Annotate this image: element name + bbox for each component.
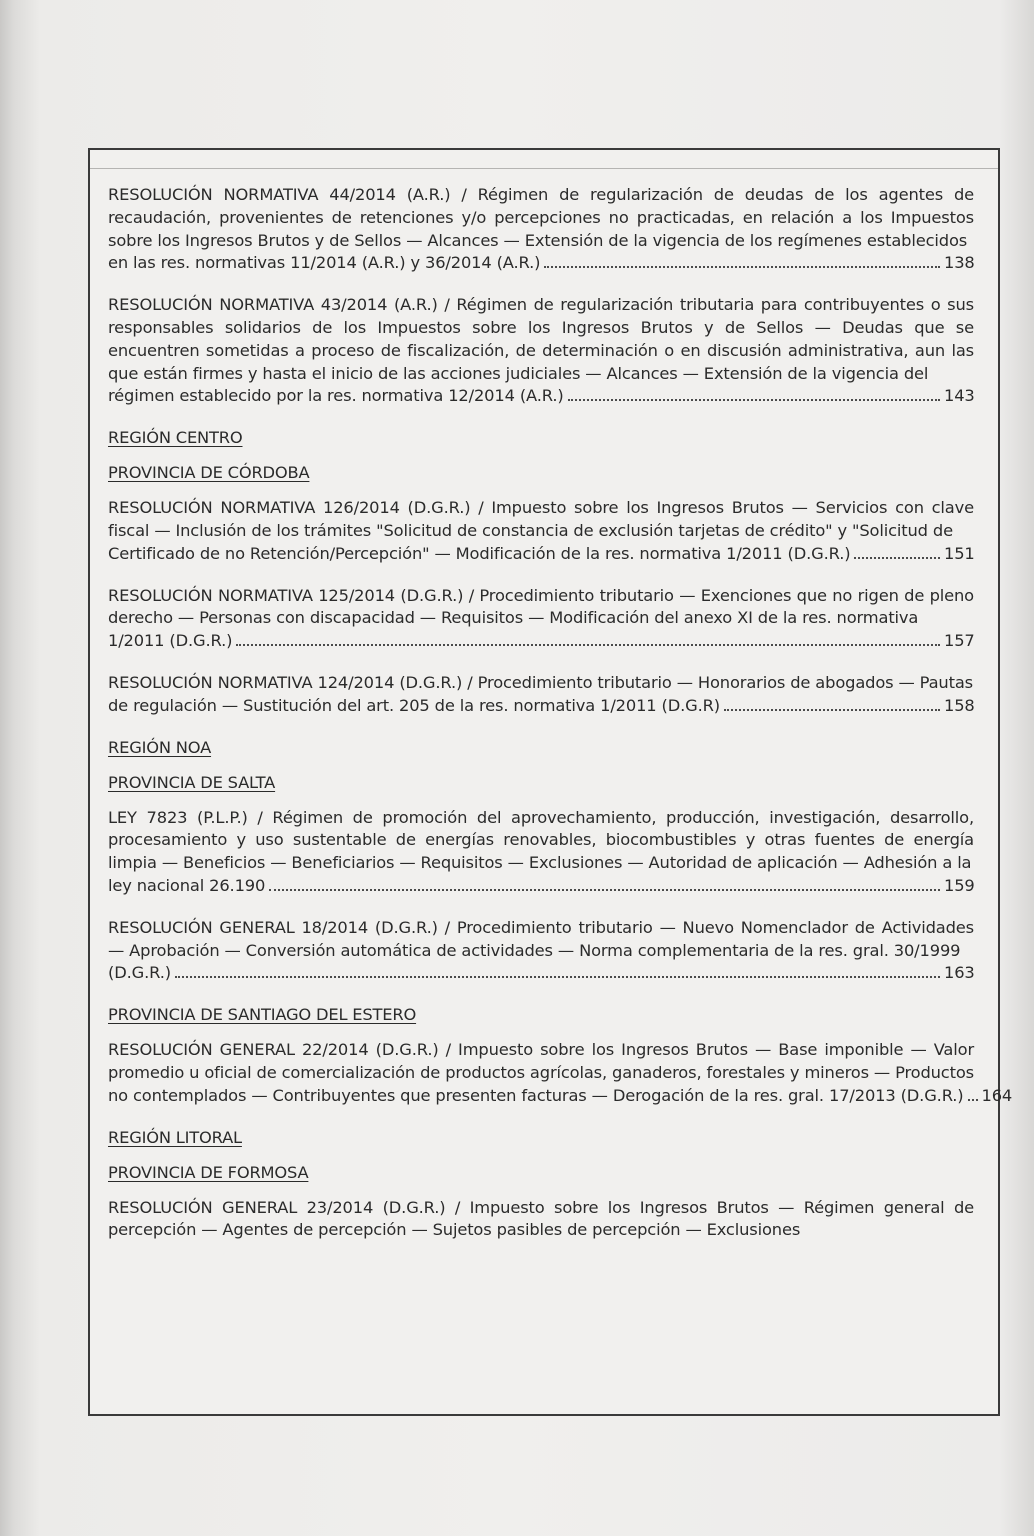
toc-entry-last-line — [108, 252, 974, 275]
page-number: 164 — [981, 1085, 1013, 1105]
region-noa-heading: REGIÓN NOA — [108, 737, 212, 757]
page-number: 158 — [944, 695, 975, 715]
provincia-formosa-heading: PROVINCIA DE FORMOSA — [108, 1162, 309, 1182]
toc-entry-rn-44-2014 — [108, 184, 974, 275]
toc-entry-text: RESOLUCIÓN NORMATIVA 124/2014 (D.G.R.) / Procedimiento tributario — Honorarios de abogados — Pautas — [108, 672, 973, 692]
toc-entry-rn-126-2014 — [108, 497, 974, 565]
toc-entry-text: RESOLUCIÓN NORMATIVA 125/2014 (D.G.R.) / Procedimiento tributario — Exenciones que no rigen de pleno derecho — Personas con discapacidad — Requisitos — Modificación del anexo XI de la res. normativa — [108, 585, 974, 628]
toc-entry-rn-125-2014 — [108, 585, 974, 653]
toc-entry-text-tail: Certificado de no Retención/Percepción" — Modificación de la res. normativa 1/2011 (D.G.R.) — [108, 543, 851, 563]
toc-entry-text-tail: (D.G.R.) — [108, 963, 171, 983]
toc-entry-text-tail: de regulación — Sustitución del art. 205 de la res. normativa 1/2011 (D.G.R) — [108, 695, 720, 715]
toc-entry-rn-124-2014 — [108, 672, 974, 718]
page-number: 159 — [944, 875, 975, 895]
region-centro-heading: REGIÓN CENTRO — [108, 428, 243, 448]
page-number: 163 — [944, 963, 975, 983]
toc-entry-rg-23-2014 — [108, 1197, 974, 1243]
toc-entry-last-line — [108, 962, 974, 985]
toc-entry-text-tail: no contemplados — Contribuyentes que presenten facturas — Derogación de la res. gral. 17/2013 (D.G.R.) — [108, 1085, 964, 1105]
provincia-santiago-heading: PROVINCIA DE SANTIAGO DEL ESTERO — [108, 1005, 417, 1025]
dot-leader — [544, 266, 940, 268]
frame-top-rule — [90, 168, 998, 169]
toc-entry-last-line — [108, 543, 974, 566]
toc-entry-text: RESOLUCIÓN GENERAL 22/2014 (D.G.R.) / Impuesto sobre los Ingresos Brutos — Base imponible — Valor promedio u oficial de comercialización de productos agrícolas, ganaderos, forestales y mineros — Productos — [108, 1040, 974, 1082]
toc-entry-last-line — [108, 630, 974, 653]
toc-entry-rn-43-2014 — [108, 294, 974, 408]
toc-entry-text: RESOLUCIÓN NORMATIVA 43/2014 (A.R.) / Régimen de regularización tributaria para contribuyentes o sus responsables solidarios de los Impuestos sobre los Ingresos Brutos y de Sellos — Deudas que se encuentren sometidas a proceso de fiscalización, de determinación o en discusión administrativa, aun las que están firmes y hasta el inicio de las acciones judiciales — Alcances — Extensión de la vigencia del — [108, 295, 974, 383]
toc-entry-last-line — [108, 1085, 1013, 1108]
toc-entry-text: RESOLUCIÓN GENERAL 18/2014 (D.G.R.) / Procedimiento tributario — Nuevo Nomenclador de Actividades — Aprobación — Conversión automática de actividades — Norma complementaria de la res. gral. 30/1999 — [108, 917, 974, 960]
dot-leader — [568, 399, 940, 401]
dot-leader — [968, 1099, 978, 1101]
page-number: 151 — [944, 543, 975, 563]
dot-leader — [854, 557, 940, 559]
toc-entry-last-line — [108, 385, 974, 408]
toc-entry-rg-22-2014 — [108, 1039, 1013, 1107]
toc-entry-text: RESOLUCIÓN NORMATIVA 44/2014 (A.R.) / Régimen de regularización de deudas de los agentes de recaudación, provenientes de retenciones y/o percepciones no practicadas, en relación a los Impuestos sobre los Ingresos Brutos y de Sellos — Alcances — Extensión de la vigencia de los regímenes establecidos — [108, 185, 974, 250]
toc-entry-text-tail: en las res. normativas 11/2014 (A.R.) y 36/2014 (A.R.) — [108, 253, 541, 273]
toc-entry-last-line — [108, 695, 974, 718]
page-number: 138 — [944, 253, 975, 273]
toc-entry-text-tail: 1/2011 (D.G.R.) — [108, 631, 233, 651]
toc-entry-text-tail: régimen establecido por la res. normativa 12/2014 (A.R.) — [108, 386, 564, 406]
toc-entry-ley-7823 — [108, 807, 974, 898]
provincia-salta-heading: PROVINCIA DE SALTA — [108, 772, 276, 792]
table-of-contents — [108, 184, 1013, 1261]
toc-entry-text: RESOLUCIÓN GENERAL 23/2014 (D.G.R.) / Impuesto sobre los Ingresos Brutos — Régimen general de percepción — Agentes de percepción — Sujetos pasibles de percepción — Exclusiones — [108, 1197, 974, 1240]
toc-entry-text-tail: ley nacional 26.190 — [108, 875, 266, 895]
toc-entry-rg-18-2014 — [108, 917, 974, 985]
dot-leader — [175, 976, 940, 978]
toc-entry-text: RESOLUCIÓN NORMATIVA 126/2014 (D.G.R.) / Impuesto sobre los Ingresos Brutos — Servicios con clave fiscal — Inclusión de los trámites "Solicitud de constancia de exclusión tarjetas de crédito" y "Solicitud de — [108, 498, 974, 540]
dot-leader — [236, 644, 940, 646]
toc-entry-text: LEY 7823 (P.L.P.) / Régimen de promoción del aprovechamiento, producción, investigación, desarrollo, procesamiento y uso sustentable de energías renovables, biocombustibles y otras fuentes de energía limpia — Beneficios — Beneficiarios — Requisitos — Exclusiones — Autoridad de aplicación — Adhesión a la — [108, 807, 974, 873]
page-number: 143 — [944, 386, 975, 406]
toc-entry-last-line — [108, 875, 974, 898]
dot-leader — [724, 709, 940, 711]
region-litoral-heading: REGIÓN LITORAL — [108, 1127, 242, 1147]
dot-leader — [269, 889, 940, 891]
page-number: 157 — [944, 631, 975, 651]
provincia-cordoba-heading: PROVINCIA DE CÓRDOBA — [108, 463, 310, 483]
